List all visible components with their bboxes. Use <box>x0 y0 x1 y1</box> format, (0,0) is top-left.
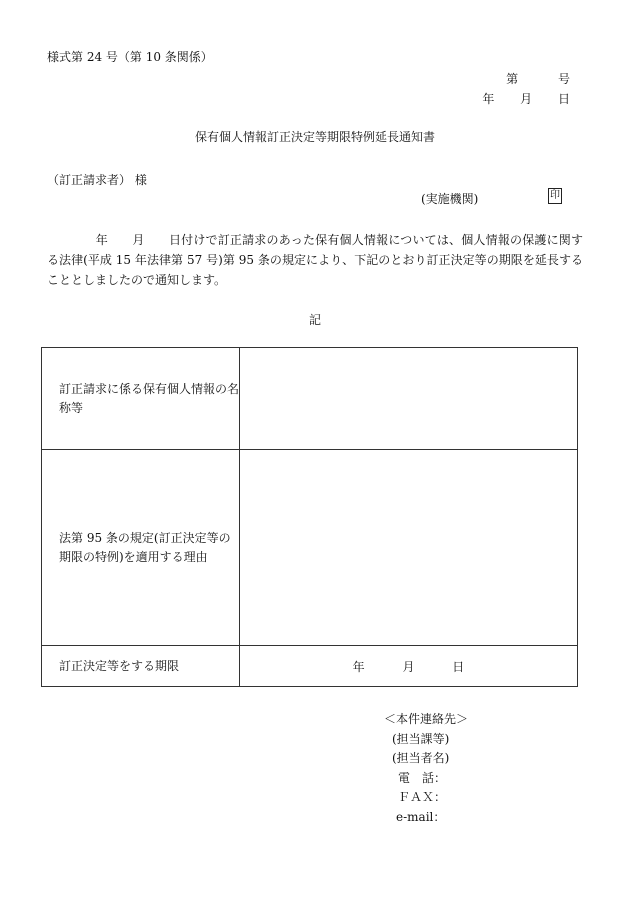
document-title: 保有個人情報訂正決定等期限特例延長通知書 <box>194 130 435 144</box>
table-row <box>42 450 578 646</box>
notice-details-table <box>41 347 578 687</box>
notice-body-text: 年 月 日付けで訂正請求のあった保有個人情報については、個人情報の保護に関する法律(平成 15 年法律第 57 号)第 95 条の規定により、下記のとおり訂正決定等の期限を延長することとしましたので通知します。 <box>47 233 583 287</box>
extension-reason-value <box>240 450 578 646</box>
decision-deadline-value: 年 月 日 <box>240 646 578 687</box>
seal-stamp-box: 印 <box>548 188 562 204</box>
contact-phone: 電 話： <box>398 770 447 785</box>
contact-department: (担当課等) <box>392 731 450 746</box>
ki-heading: 記 <box>308 313 321 327</box>
document-date: 年 月 日 <box>482 92 570 106</box>
contact-email: e-mail： <box>396 809 446 824</box>
document-number: 第 号 <box>506 72 570 86</box>
table-row <box>42 348 578 450</box>
contact-heading: ＜本件連絡先＞ <box>384 712 469 726</box>
table-row <box>42 646 578 687</box>
issuer-organization-label: (実施機関) <box>421 192 479 206</box>
decision-deadline-label: 訂正決定等をする期限 <box>42 646 240 687</box>
personal-info-name-label: 訂正請求に係る保有個人情報の名称等 <box>42 348 240 450</box>
contact-info-block <box>384 710 468 827</box>
extension-reason-label: 法第 95 条の規定(訂正決定等の期限の特例)を適用する理由 <box>42 450 240 646</box>
form-number: 様式第 24 号（第 10 条関係） <box>47 50 213 64</box>
personal-info-name-value <box>240 348 578 450</box>
contact-fax: ＦＡＸ： <box>398 790 447 804</box>
recipient-line: （訂正請求者） 様 <box>47 173 147 187</box>
contact-person: (担当者名) <box>392 751 450 765</box>
